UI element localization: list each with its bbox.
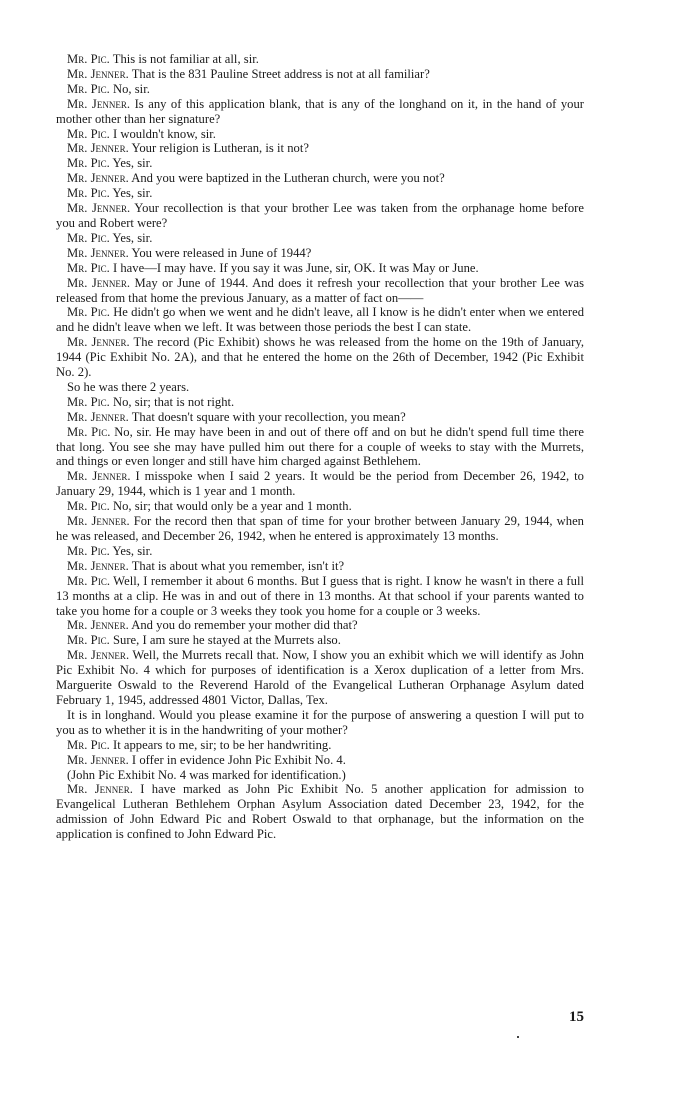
paragraph-text: This is not familiar at all, sir. xyxy=(109,52,259,66)
speaker-label: Mr. Pic. xyxy=(67,633,110,648)
paragraph-text: And you were baptized in the Lutheran church, were you not? xyxy=(128,171,445,186)
speaker-label: Mr. Jenner. xyxy=(67,171,129,186)
transcript-paragraph xyxy=(56,633,584,648)
transcript-paragraph xyxy=(56,380,584,395)
paragraph-text: No, sir; that is not right. xyxy=(109,394,235,409)
transcript-paragraph xyxy=(56,559,584,574)
speaker-label: Mr. Jenner. xyxy=(67,648,130,663)
speaker-label: Mr. Pic. xyxy=(67,499,110,514)
transcript-paragraph xyxy=(56,141,584,156)
transcript-paragraph xyxy=(56,171,584,186)
transcript-paragraph xyxy=(56,67,584,82)
speaker-label: Mr. Jenner. xyxy=(67,752,129,767)
stray-mark xyxy=(517,1036,519,1038)
speaker-label: Mr. Pic. xyxy=(67,260,110,275)
speaker-label: Mr. Jenner. xyxy=(67,141,129,156)
speaker-label: Mr. Jenner. xyxy=(67,618,129,633)
transcript-paragraph xyxy=(56,410,584,425)
transcript-body xyxy=(56,52,584,842)
transcript-paragraph xyxy=(56,186,584,201)
transcript-paragraph xyxy=(56,768,584,783)
transcript-paragraph xyxy=(56,708,584,738)
speaker-label: Mr. Jenner. xyxy=(67,469,131,484)
paragraph-text: May or June of 1944. And does it refresh your recollection that your brother Lee was released from that home the previous January, as a matter of fact on—— xyxy=(56,275,584,305)
speaker-label: Mr. Jenner. xyxy=(67,245,129,260)
speaker-label: Mr. Pic. xyxy=(67,126,110,141)
speaker-label: Mr. Jenner. xyxy=(67,275,131,290)
transcript-paragraph xyxy=(56,738,584,753)
paragraph-text: It is in longhand. Would you please examine it for the purpose of answering a question I will put to you as to whether it is in the handwriting of your mother? xyxy=(56,707,584,737)
speaker-label: Mr. Pic. xyxy=(67,737,110,752)
paragraph-text: You were released in June of 1944? xyxy=(128,245,312,260)
paragraph-text: I have marked as John Pic Exhibit No. 5 another application for admission to Evangelical Lutheran Bethlehem Orphan Asylum Association dated December 23, 1942, for the admission of John Edward Pic and Robert Oswald to that orphanage, but the information on the application is confined to John Edward Pic. xyxy=(56,782,584,842)
page-number: 15 xyxy=(569,1009,584,1025)
transcript-paragraph xyxy=(56,305,584,335)
paragraph-text: I have—I may have. If you say it was June, sir, OK. It was May or June. xyxy=(109,260,479,275)
speaker-label: Mr. Pic. xyxy=(67,573,111,588)
transcript-paragraph xyxy=(56,648,584,708)
speaker-label: Mr. Jenner. xyxy=(67,201,131,216)
paragraph-text: (John Pic Exhibit No. 4 was marked for identification.) xyxy=(67,767,346,782)
paragraph-text: I offer in evidence John Pic Exhibit No. 4. xyxy=(128,752,346,767)
paragraph-text: Yes, sir. xyxy=(109,230,153,245)
transcript-paragraph xyxy=(56,276,584,306)
transcript-paragraph xyxy=(56,261,584,276)
paragraph-text: He didn't go when we went and he didn't leave, all I know is he didn't enter when we entered and he didn't leave when we left. It was between those periods the best I can state. xyxy=(56,305,585,335)
transcript-paragraph xyxy=(56,499,584,514)
speaker-label: Mr. Pic. xyxy=(67,156,110,171)
transcript-paragraph xyxy=(56,425,584,470)
paragraph-text: So he was there 2 years. xyxy=(67,379,190,394)
speaker-label: Mr. Jenner. xyxy=(67,409,129,424)
speaker-label: Mr. Jenner. xyxy=(67,66,129,81)
transcript-paragraph xyxy=(56,618,584,633)
paragraph-text: And you do remember your mother did that? xyxy=(128,618,358,633)
transcript-paragraph xyxy=(56,395,584,410)
speaker-label: Mr. Pic. xyxy=(67,230,110,245)
paragraph-text: That is about what you remember, isn't it? xyxy=(128,558,345,573)
transcript-paragraph xyxy=(56,127,584,142)
transcript-paragraph xyxy=(56,544,584,559)
transcript-paragraph xyxy=(56,469,584,499)
speaker-label: Mr. Pic. xyxy=(67,394,110,409)
paragraph-text: Your religion is Lutheran, is it not? xyxy=(128,141,309,156)
paragraph-text: Well, the Murrets recall that. Now, I show you an exhibit which we will identify as John Pic Exhibit No. 4 which for purposes of identification is a Xerox duplication of a letter from Mrs. Marguerite Oswald to the Reverend Harold of the Evangelical Lutheran Orphanage Asylum dated February 1, 1945, addressed 4801 Victor, Dallas, Tex. xyxy=(56,648,584,707)
speaker-label: Mr. Jenner. xyxy=(67,782,133,797)
paragraph-text: No, sir. xyxy=(109,81,150,96)
transcript-paragraph xyxy=(56,97,584,127)
transcript-paragraph xyxy=(56,52,584,67)
speaker-label: Mr. Pic. xyxy=(67,424,111,439)
transcript-paragraph xyxy=(56,335,584,380)
speaker-label: Mr. Jenner. xyxy=(67,558,129,573)
paragraph-text: Yes, sir. xyxy=(109,156,153,171)
paragraph-text: Sure, I am sure he stayed at the Murrets also. xyxy=(109,633,341,648)
transcript-paragraph xyxy=(56,574,584,619)
transcript-paragraph xyxy=(56,246,584,261)
transcript-paragraph xyxy=(56,753,584,768)
transcript-paragraph xyxy=(56,514,584,544)
paragraph-text: Your recollection is that your brother Lee was taken from the orphanage home before you and Robert were? xyxy=(56,201,584,230)
transcript-paragraph xyxy=(56,82,584,97)
speaker-label: Mr. Jenner. xyxy=(67,335,130,350)
speaker-label: Mr. Jenner. xyxy=(67,96,131,111)
paragraph-text: I misspoke when I said 2 years. It would be the period from December 26, 1942, to January 29, 1944, which is 1 year and 1 month. xyxy=(56,469,584,499)
speaker-label: Mr. Pic. xyxy=(67,305,110,320)
transcript-paragraph xyxy=(56,782,584,842)
paragraph-text: That doesn't square with your recollection, you mean? xyxy=(128,409,406,424)
speaker-label: Mr. Pic. xyxy=(67,543,110,558)
transcript-page xyxy=(56,52,584,842)
paragraph-text: Is any of this application blank, that is any of the longhand on it, in the hand of your mother other than her signature? xyxy=(56,96,584,126)
paragraph-text: No, sir. He may have been in and out of there off and on but he didn't spend full time there that long. You see she may have pulled him out there for a couple of weeks to stay with the Murrets, and things or even longer and still have him charged against Bethlehem. xyxy=(56,424,584,469)
transcript-paragraph xyxy=(56,231,584,246)
speaker-label: Mr. Pic. xyxy=(67,81,110,96)
paragraph-text: Yes, sir. xyxy=(109,543,153,558)
paragraph-text: I wouldn't know, sir. xyxy=(109,126,216,141)
paragraph-text: The record (Pic Exhibit) shows he was released from the home on the 19th of January, 1944 (Pic Exhibit No. 2A), and that he entered the home on the 26th of December, 1942 (Pic Exhibit No. 2). xyxy=(56,335,584,380)
speaker-label: Mr. Pic. xyxy=(67,186,110,201)
paragraph-text: That is the 831 Pauline Street address is not at all familiar? xyxy=(128,66,430,81)
transcript-paragraph xyxy=(56,156,584,171)
paragraph-text: Well, I remember it about 6 months. But I guess that is right. I know he wasn't in there a full 13 months at a clip. He was in and out of there in 13 months. At that school if your parents wanted to take you home for a couple or 3 weeks they took you home for a couple or 3 weeks. xyxy=(56,573,584,618)
paragraph-text: Yes, sir. xyxy=(109,186,153,201)
speaker-label: Mr. Jenner. xyxy=(67,514,130,529)
speaker-label: Mr. Pic. xyxy=(67,52,110,66)
paragraph-text: For the record then that span of time for your brother between January 29, 1944, when he was released, and December 26, 1942, when he entered is approximately 13 months. xyxy=(56,514,585,543)
paragraph-text: No, sir; that would only be a year and 1 month. xyxy=(109,499,352,514)
paragraph-text: It appears to me, sir; to be her handwriting. xyxy=(109,737,332,752)
transcript-paragraph xyxy=(56,201,584,231)
